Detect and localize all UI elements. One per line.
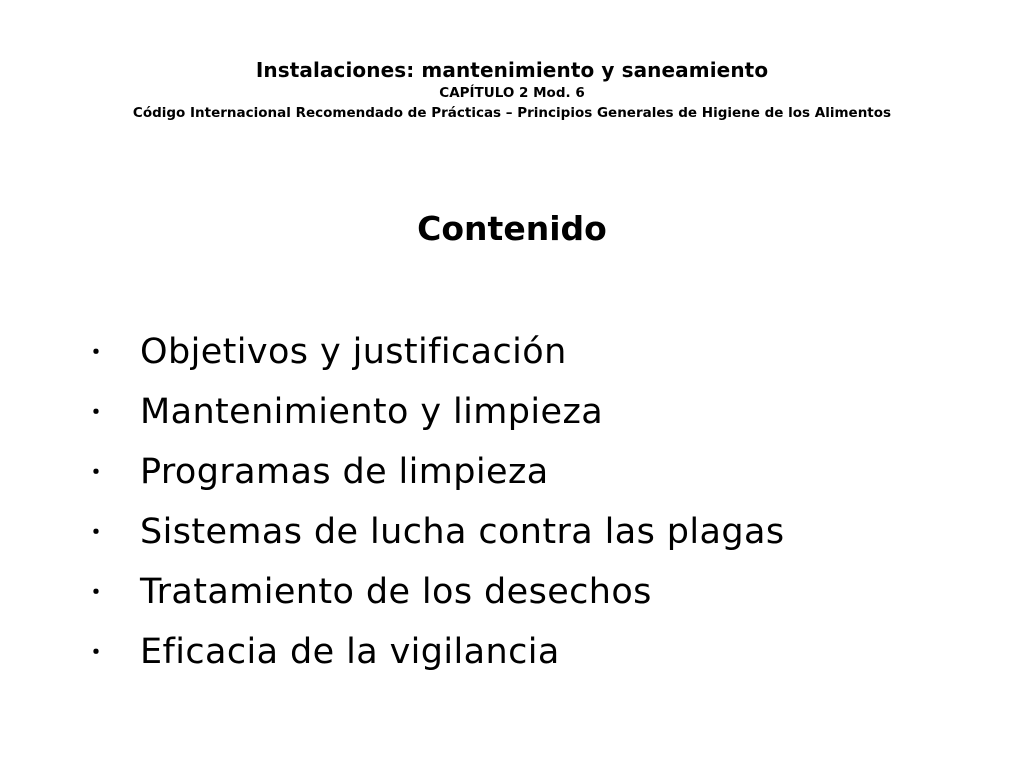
list-item	[0, 562, 1024, 622]
chapter-label: CAPÍTULO 2 Mod. 6	[439, 85, 585, 101]
code-reference: Código Internacional Recomendado de Prácticas – Principios Generales de Higiene de los Alimentos	[132, 105, 892, 121]
module-title: Instalaciones: mantenimiento y saneamiento	[255, 58, 769, 82]
list-item-text: Tratamiento de los desechos	[140, 572, 652, 612]
list-item	[0, 442, 1024, 502]
list-item	[0, 622, 1024, 682]
list-item	[0, 502, 1024, 562]
slide-header	[0, 57, 1024, 123]
list-item	[0, 382, 1024, 442]
list-item-text: Eficacia de la vigilancia	[140, 632, 560, 672]
bullet-icon: ・	[84, 338, 108, 366]
list-item	[0, 322, 1024, 382]
bullet-icon: ・	[84, 578, 108, 606]
bullet-icon: ・	[84, 638, 108, 666]
list-item-text: Mantenimiento y limpieza	[140, 392, 604, 432]
bullet-icon: ・	[84, 458, 108, 486]
bullet-icon: ・	[84, 398, 108, 426]
list-item-text: Programas de limpieza	[140, 452, 549, 492]
list-item-text: Sistemas de lucha contra las plagas	[140, 512, 785, 552]
bullet-icon: ・	[84, 518, 108, 546]
list-item-text: Objetivos y justificación	[140, 332, 567, 372]
contents-list	[0, 322, 1024, 682]
contents-heading: Contenido	[417, 209, 607, 248]
